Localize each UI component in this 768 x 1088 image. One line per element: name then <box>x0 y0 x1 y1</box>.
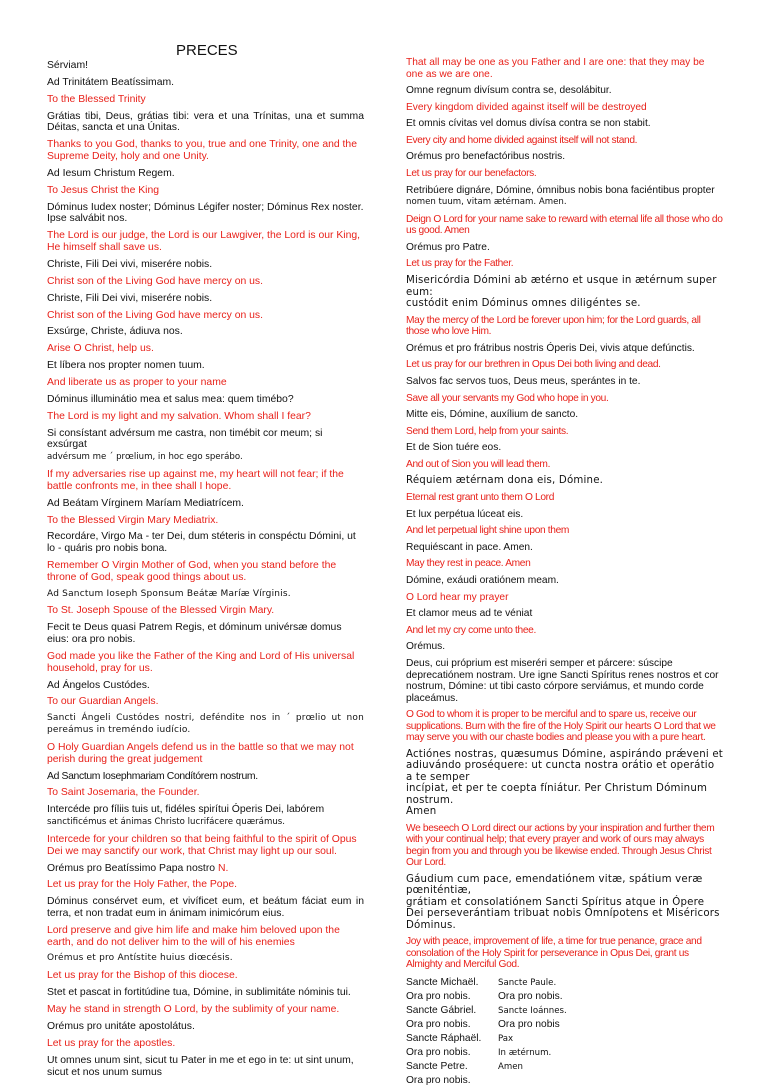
text-line: Requiéscant in pace. Amen. <box>406 541 533 553</box>
text-line: Et lux perpétua lúceat eis. <box>406 508 524 520</box>
text-line-small: nomen tuum, vitam ætérnam. Amen. <box>406 197 567 208</box>
text-line: Stet et pascat in fortitúdine tua, Dómine, in sublimitáte nóminis tui. <box>47 987 351 999</box>
litany-grid <box>406 976 724 1088</box>
translation-text <box>47 230 364 253</box>
latin-prayer-text <box>47 1021 364 1033</box>
translation-text <box>406 258 724 270</box>
left-column <box>47 60 368 1083</box>
latin-prayer-text <box>406 575 724 587</box>
text-line: Ad Sanctum Ioseph Sponsum Beátæ Maríæ Vírginis. <box>47 588 291 599</box>
text-line: If my adversaries rise up against me, my heart will not fear; if the battle confronts me, in thee shall I hope. <box>47 469 347 492</box>
latin-prayer-text <box>47 987 364 999</box>
text-line: Salvos fac servos tuos, Deus meus, sperántes in te. <box>406 375 641 387</box>
translation-text <box>47 139 364 162</box>
translation-text <box>47 560 364 583</box>
text-line: Let us pray for the Holy Father, the Pope. <box>47 879 238 891</box>
text-line: custódit enim Dóminus omnes diligéntes se. <box>406 298 641 310</box>
text-line: Every city and home divided against itself will not stand. <box>406 134 638 146</box>
translation-text <box>47 879 364 891</box>
text-line: Lord preserve and give him life and make him beloved upon the earth, and do not deliver him to the will of his enemies <box>47 924 343 948</box>
translation-text <box>47 276 364 288</box>
text-line: Thanks to you God, thanks to you, true and one Trinity, one and the Supreme Deity, holy and one Unity. <box>47 139 360 162</box>
text-line: Let us pray for the Father. <box>406 258 514 270</box>
text-line: Grátias tibi, Deus, grátias tibi: vera et una Trínitas, una et summa Déitas, sancta et una Únitas. <box>47 110 367 134</box>
latin-prayer-text <box>47 896 367 919</box>
text-line-small: sanctificémus et ánimas Christo lucrifácere quærámus. <box>47 817 285 828</box>
text-line: And let perpetual light shine upon them <box>406 525 570 537</box>
litany-invocation: Amen <box>498 1062 523 1073</box>
litany-invocation: Pax <box>498 1034 514 1045</box>
text-line: Ad Beátam Vírginem Maríam Mediatrícem. <box>47 497 244 509</box>
translation-text <box>406 625 724 637</box>
translation-text <box>47 310 364 322</box>
translation-text <box>406 709 724 744</box>
page-title: PRECES <box>176 42 238 59</box>
text-line: Retribúere dignáre, Dómine, ómnibus nobis bona faciéntibus propter <box>406 184 715 196</box>
translation-text <box>47 185 364 197</box>
text-line: adiuvándo proséquere: ut cuncta nostra orátio et operátio a te semper <box>406 760 718 783</box>
latin-prayer-text <box>47 622 364 645</box>
text-line: Eternal rest grant unto them O Lord <box>406 492 555 504</box>
translation-text <box>406 214 724 237</box>
latin-prayer-text <box>406 343 724 355</box>
litany-invocation <box>498 1074 724 1088</box>
latin-prayer-text <box>47 77 364 89</box>
translation-text <box>406 459 724 471</box>
text-line: Omne regnum divísum contra se, desolábitur. <box>406 85 612 97</box>
right-column <box>406 57 724 1088</box>
latin-prayer-text <box>406 475 724 487</box>
translation-text <box>406 558 724 570</box>
text-line: To Saint Josemaria, the Founder. <box>47 787 200 799</box>
litany-invocation: Ora pro nobis. <box>406 1075 471 1087</box>
text-line: Recordáre, Virgo Ma - ter Dei, dum stéteris in conspéctu Dómini, ut lo - quáris pro nobis bona. <box>47 531 359 555</box>
litany-invocation: Sancte Ioánnes. <box>498 1006 567 1017</box>
latin-prayer-text <box>47 589 364 601</box>
litany-invocation: Sancte Gábriel. <box>406 1005 477 1017</box>
text-line: Arise O Christ, help us. <box>47 343 154 355</box>
latin-prayer-text <box>47 168 364 180</box>
text-line: Ad Ángelos Custódes. <box>47 679 150 691</box>
translation-text <box>406 315 724 338</box>
litany-invocation: Sancte Ráphaël. <box>406 1033 482 1045</box>
text-line: May he stand in strength O Lord, by the sublimity of your name. <box>47 1004 340 1016</box>
latin-prayer-text <box>47 394 364 406</box>
text-line: Et líbera nos propter nomen tuum. <box>47 360 205 372</box>
litany-invocation: Ora pro nobis. <box>406 1019 471 1031</box>
translation-text <box>47 787 364 799</box>
text-line: And out of Sion you will lead them. <box>406 458 551 470</box>
text-line: Intercede for your children so that being faithful to the spirit of Opus Dei we may sanctify our work, that Christ may light up our soul. <box>47 833 360 857</box>
latin-prayer-text <box>406 658 724 704</box>
text-line: To the Blessed Virgin Mary Mediatrix. <box>47 514 219 526</box>
litany-invocation: Ora pro nobis <box>498 1019 560 1031</box>
text-line: Misericórdia Dómini ab ætérno et usque in ætérnum super eum: <box>406 275 721 298</box>
latin-prayer-text <box>47 259 364 271</box>
text-line: Christe, Fili Dei vivi, miserére nobis. <box>47 258 213 270</box>
latin-prayer-text <box>406 509 724 521</box>
text-line: Orémus et pro frátribus nostris Óperis Dei, vivis atque defúnctis. <box>406 342 695 354</box>
latin-prayer-text <box>406 376 724 388</box>
text-line: To the Blessed Trinity <box>47 93 146 105</box>
text-line: May the mercy of the Lord be forever upon him; for the Lord guards, all those who love Him. <box>406 314 704 338</box>
text-line: grátiam et consolatiónem Sancti Spíritus atque in Ópere Dei perseverántiam tribuat nobis Omnípotens et Miséricors Dóminus. <box>406 896 724 931</box>
latin-prayer-text <box>406 185 724 209</box>
translation-text <box>47 970 364 982</box>
translation-text <box>47 605 364 617</box>
translation-text <box>47 651 364 674</box>
text-line: May they rest in peace. Amen <box>406 558 531 570</box>
latin-prayer-text <box>406 749 724 818</box>
text-line: Mitte eis, Dómine, auxílium de sancto. <box>406 409 579 421</box>
text-line: Christ son of the Living God have mercy on us. <box>47 309 264 321</box>
name-placeholder: N. <box>217 862 229 874</box>
translation-text <box>406 823 724 869</box>
litany-invocation: Sancte Petre. <box>406 1061 468 1073</box>
latin-prayer-text <box>47 201 367 225</box>
latin-prayer-text <box>406 608 724 620</box>
litany-invocation: Ora pro nobis. <box>406 991 471 1003</box>
text-line: O Holy Guardian Angels defend us in the battle so that we may not perish during the great judgement <box>47 741 357 765</box>
text-line: O God to whom it is proper to be merciful and to spare us, receive our supplications. Burn with the fire of the Holy Spirit our hearts O Lord that we may serve you with our chaste bodies and please you with a pure heart. <box>406 709 719 744</box>
translation-text <box>406 492 724 504</box>
text-line: Actiónes nostras, quæsumus Dómine, aspirándo prǽveni et <box>406 748 723 760</box>
latin-prayer-text <box>47 360 364 372</box>
text-line: That all may be one as you Father and I are one: that they may be one as we are one. <box>406 57 708 80</box>
text-line: And liberate us as proper to your name <box>47 377 227 389</box>
translation-text <box>406 525 724 537</box>
translation-text <box>406 102 724 114</box>
text-line: Let us pray for our brethren in Opus Dei both living and dead. <box>406 359 661 371</box>
text-line: Et clamor meus ad te véniat <box>406 608 533 620</box>
text-line: And let my cry come unto thee. <box>406 624 536 636</box>
latin-prayer-text <box>47 531 364 554</box>
text-line: Fecit te Deus quasi Patrem Regis, et dóminum univérsæ domus eius: ora pro nobis. <box>47 622 345 646</box>
text-line: Orémus. <box>406 641 446 653</box>
text-line: Exsúrge, Christe, ádiuva nos. <box>47 326 183 338</box>
litany-invocation: In ætérnum. <box>498 1048 552 1059</box>
text-line: Orémus pro Beatíssimo Papa nostro <box>47 862 216 874</box>
text-line: Orémus pro Patre. <box>406 241 490 253</box>
latin-prayer-text <box>47 293 364 305</box>
latin-prayer-text <box>406 85 724 97</box>
text-line: Ad Iesum Christum Regem. <box>47 167 175 179</box>
text-line: Christe, Fili Dei vivi, miserére nobis. <box>47 292 213 304</box>
latin-prayer-text <box>47 804 364 828</box>
text-line: Ad Trinitátem Beatíssimam. <box>47 76 175 88</box>
text-line: Remember O Virgin Mother of God, when you stand before the throne of God, speak good things about us. <box>47 560 340 583</box>
latin-prayer-text <box>47 498 364 510</box>
latin-prayer-text <box>406 442 724 454</box>
text-line: Gáudium cum pace, emendatiónem vitæ, spátium veræ pœniténtiæ, <box>406 873 706 897</box>
text-line: Et omnis cívitas vel domus divísa contra se non stabit. <box>406 118 651 130</box>
latin-prayer-text <box>47 326 364 338</box>
text-line: Orémus pro benefactóribus nostris. <box>406 151 566 163</box>
text-line: Et de Sion tuére eos. <box>406 442 502 454</box>
translation-text <box>47 411 364 423</box>
translation-text <box>47 1038 364 1050</box>
translation-text <box>47 696 364 708</box>
text-line: Dóminus illuminátio mea et salus mea: quem timébo? <box>47 393 294 405</box>
translation-text <box>406 592 724 604</box>
text-line: Si consístant advérsum me castra, non timébit cor meum; si exsúrgat <box>47 427 326 451</box>
text-line: Intercéde pro fíliis tuis ut, fidéles spirítui Óperis Dei, labórem <box>47 804 325 816</box>
latin-prayer-text <box>406 874 724 932</box>
text-line: Dómine, exáudi oratiónem meam. <box>406 575 559 587</box>
latin-prayer-text <box>47 863 364 875</box>
latin-prayer-text <box>406 542 724 554</box>
text-line: Ad Sanctum Iosephmariam Condítórem nostrum. <box>47 770 258 782</box>
translation-text <box>47 742 364 765</box>
text-line: Every kingdom divided against itself will be destroyed <box>406 101 647 113</box>
latin-prayer-text <box>406 242 724 254</box>
latin-prayer-text <box>47 1055 364 1078</box>
latin-prayer-text <box>406 118 724 130</box>
translation-text <box>47 343 364 355</box>
translation-text <box>47 377 364 389</box>
translation-text <box>47 1004 364 1016</box>
latin-prayer-text <box>47 428 364 464</box>
text-line-small: advérsum me ´ prœlium, in hoc ego sperábo. <box>47 452 243 463</box>
litany-invocation: Sancte Paule. <box>498 978 557 989</box>
translation-text <box>47 469 364 492</box>
text-line: Let us pray for our benefactors. <box>406 168 537 180</box>
text-line: Joy with peace, improvement of life, a time for true penance, grace and consolation of the Holy Spirit for perseverance in Opus Dei, grant us Almighty and Merciful God. <box>406 936 705 971</box>
text-line: O Lord hear my prayer <box>406 591 509 603</box>
latin-prayer-text <box>47 771 364 783</box>
translation-text <box>406 57 724 80</box>
latin-prayer-text <box>47 713 368 736</box>
text-line: Deus, cui próprium est miseréri semper et párcere: súscipe deprecatiónem nostram. Ure igne Sancti Spíritus renes nostros et cor nostrum, Dómine: ut tibi casto córpore serviámus, et mundo corde placeámus. <box>406 658 722 704</box>
translation-text <box>47 834 364 857</box>
text-line: Save all your servants my God who hope in you. <box>406 392 609 404</box>
text-line: We beseech O Lord direct our actions by your inspiration and further them with your continual help; that every prayer and work of ours may always begin from you and through you be likewise ended. Through Jesus Christ Our Lord. <box>406 822 717 869</box>
latin-prayer-text <box>47 110 367 134</box>
text-line: Let us pray for the apostles. <box>47 1037 176 1049</box>
translation-text <box>47 94 364 106</box>
litany-invocation: Sancte Michaël. <box>406 977 479 989</box>
text-line: To Jesus Christ the King <box>47 184 160 196</box>
latin-prayer-text <box>406 275 724 310</box>
translation-text <box>406 135 724 147</box>
text-line: Orémus pro unitáte apostolátus. <box>47 1021 195 1033</box>
text-line: Orémus et pro Antístite huius diœcésis. <box>47 953 233 964</box>
latin-prayer-text <box>47 60 364 72</box>
text-line: Dóminus consérvet eum, et vivíficet eum, et beátum fáciat eum in terra, et non tradat eum in ánimam inimicórum eius. <box>47 896 367 919</box>
text-line: Let us pray for the Bishop of this diocese. <box>47 970 238 982</box>
latin-prayer-text <box>406 641 724 653</box>
text-line: The Lord is our judge, the Lord is our Lawgiver, the Lord is our King, He himself shall save us. <box>47 230 363 253</box>
text-line: Ut omnes unum sint, sicut tu Pater in me et ego in te: ut sint unum, sicut et nos unum sumus <box>47 1054 357 1078</box>
text-line: Deign O Lord for your name sake to reward with eternal life all those who do us good. Amen <box>406 213 726 237</box>
text-line: Sancti Ángeli Custódes nostri, deféndite nos in ´ prœlio ut non pereámus in treméndo iudício. <box>47 713 368 736</box>
latin-prayer-text <box>47 953 364 965</box>
text-line: Christ son of the Living God have mercy on us. <box>47 275 264 287</box>
text-line: The Lord is my light and my salvation. Whom shall I fear? <box>47 410 311 422</box>
text-line: To our Guardian Angels. <box>47 696 159 708</box>
text-line: Send them Lord, help from your saints. <box>406 425 569 437</box>
translation-text <box>406 426 724 438</box>
translation-text <box>406 936 724 971</box>
latin-prayer-text <box>406 409 724 421</box>
text-line: Sérviam! <box>47 60 88 71</box>
text-line: incípiat, et per te coepta fíniátur. Per Christum Dóminum nostrum. <box>406 783 711 806</box>
text-line: To St. Joseph Spouse of the Blessed Virgin Mary. <box>47 605 275 617</box>
latin-prayer-text <box>47 680 364 692</box>
translation-text <box>406 393 724 405</box>
translation-text <box>406 168 724 180</box>
text-line: God made you like the Father of the King and Lord of His universal household, pray for us. <box>47 650 358 674</box>
litany-invocation: Ora pro nobis. <box>406 1047 471 1059</box>
litany-invocation: Ora pro nobis. <box>498 991 563 1003</box>
translation-text <box>47 925 364 948</box>
translation-text <box>47 515 364 527</box>
text-line: Amen <box>406 806 437 818</box>
text-line: Dóminus Iudex noster; Dóminus Légifer noster; Dóminus Rex noster. Ipse salvábit nos. <box>47 201 367 225</box>
translation-text <box>406 359 724 371</box>
text-line: Réquiem ætérnam dona eis, Dómine. <box>406 475 604 487</box>
latin-prayer-text <box>406 151 724 163</box>
